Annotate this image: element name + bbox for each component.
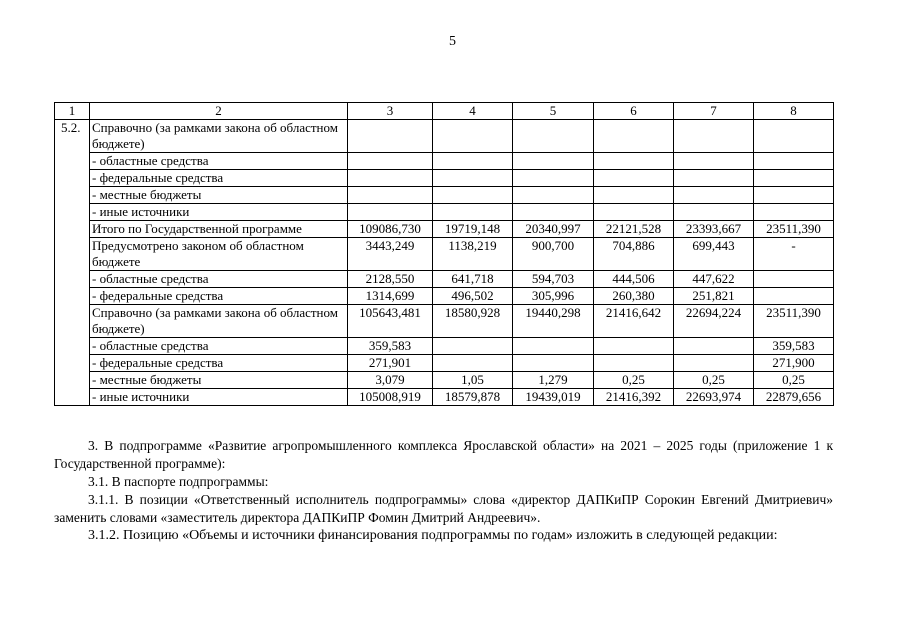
- value-cell: [348, 170, 433, 187]
- value-cell: 641,718: [433, 271, 513, 288]
- value-cell: [754, 120, 834, 153]
- value-cell: [594, 355, 674, 372]
- value-cell: 699,443: [674, 238, 754, 271]
- value-cell: 3,079: [348, 372, 433, 389]
- value-cell: [594, 338, 674, 355]
- paragraph-subprogram: 3. В подпрограмме «Развитие агропромышленного комплекса Ярославской области» на 2021 – 2025 годы (приложение 1 к Государственной программе):: [54, 438, 833, 471]
- value-cell: [674, 120, 754, 153]
- value-cell: [674, 187, 754, 204]
- row-label: - областные средства: [90, 271, 348, 288]
- table-row: [55, 120, 834, 153]
- value-cell: 704,886: [594, 238, 674, 271]
- value-cell: 105643,481: [348, 305, 433, 338]
- value-cell: 251,821: [674, 288, 754, 305]
- value-cell: [348, 187, 433, 204]
- value-cell: [513, 187, 594, 204]
- value-cell: [754, 271, 834, 288]
- table-row: [55, 153, 834, 170]
- value-cell: 18579,878: [433, 389, 513, 406]
- value-cell: 22879,656: [754, 389, 834, 406]
- value-cell: [594, 120, 674, 153]
- value-cell: [594, 153, 674, 170]
- value-cell: [754, 187, 834, 204]
- paragraph-responsible-executor: 3.1.1. В позиции «Ответственный исполнитель подпрограммы» слова «директор ДАПКиПР Сорокин Евгений Дмитриевич» заменить словами «заместитель директора ДАПКиПР Фомин Дмитрий Андреевич».: [54, 492, 833, 525]
- value-cell: [513, 120, 594, 153]
- table-row: [55, 271, 834, 288]
- value-cell: [754, 153, 834, 170]
- value-cell: 1,05: [433, 372, 513, 389]
- value-cell: [433, 170, 513, 187]
- value-cell: 109086,730: [348, 221, 433, 238]
- table-row: [55, 355, 834, 372]
- value-cell: [674, 153, 754, 170]
- value-cell: 3443,249: [348, 238, 433, 271]
- value-cell: [754, 170, 834, 187]
- value-cell: 271,901: [348, 355, 433, 372]
- table-header-row: [55, 103, 834, 120]
- value-cell: 260,380: [594, 288, 674, 305]
- value-cell: 1,279: [513, 372, 594, 389]
- value-cell: [513, 355, 594, 372]
- value-cell: 20340,997: [513, 221, 594, 238]
- value-cell: 23511,390: [754, 305, 834, 338]
- table-row: [55, 170, 834, 187]
- value-cell: [433, 204, 513, 221]
- row-label: Предусмотрено законом об областном бюджете: [90, 238, 348, 271]
- value-cell: 0,25: [594, 372, 674, 389]
- value-cell: [594, 187, 674, 204]
- value-cell: [433, 338, 513, 355]
- value-cell: 496,502: [433, 288, 513, 305]
- value-cell: 2128,550: [348, 271, 433, 288]
- value-cell: [674, 355, 754, 372]
- value-cell: 19439,019: [513, 389, 594, 406]
- value-cell: 305,996: [513, 288, 594, 305]
- value-cell: 21416,392: [594, 389, 674, 406]
- value-cell: 0,25: [754, 372, 834, 389]
- value-cell: [348, 204, 433, 221]
- value-cell: -: [754, 238, 834, 271]
- row-label: - иные источники: [90, 204, 348, 221]
- value-cell: 23511,390: [754, 221, 834, 238]
- row-label: - местные бюджеты: [90, 187, 348, 204]
- value-cell: 359,583: [348, 338, 433, 355]
- value-cell: 1138,219: [433, 238, 513, 271]
- row-label: - федеральные средства: [90, 288, 348, 305]
- header-cell: 6: [594, 103, 674, 120]
- header-cell: 1: [55, 103, 90, 120]
- value-cell: 900,700: [513, 238, 594, 271]
- table-row: [55, 338, 834, 355]
- value-cell: 23393,667: [674, 221, 754, 238]
- table-row: [55, 221, 834, 238]
- value-cell: [433, 120, 513, 153]
- table-row: [55, 389, 834, 406]
- header-cell: 8: [754, 103, 834, 120]
- header-cell: 4: [433, 103, 513, 120]
- row-label: - областные средства: [90, 153, 348, 170]
- value-cell: [754, 288, 834, 305]
- page-number: 5: [449, 34, 456, 49]
- value-cell: [348, 153, 433, 170]
- value-cell: [674, 170, 754, 187]
- table-row: [55, 204, 834, 221]
- header-cell: 2: [90, 103, 348, 120]
- header-cell: 7: [674, 103, 754, 120]
- table-row: [55, 238, 834, 271]
- value-cell: [674, 338, 754, 355]
- value-cell: 359,583: [754, 338, 834, 355]
- table-row: [55, 372, 834, 389]
- table-row: [55, 187, 834, 204]
- header-cell: 3: [348, 103, 433, 120]
- value-cell: 22694,224: [674, 305, 754, 338]
- value-cell: 21416,642: [594, 305, 674, 338]
- value-cell: [513, 153, 594, 170]
- table-row: [55, 288, 834, 305]
- value-cell: [754, 204, 834, 221]
- row-label: - местные бюджеты: [90, 372, 348, 389]
- row-label: Справочно (за рамками закона об областном бюджете): [90, 305, 348, 338]
- value-cell: 271,900: [754, 355, 834, 372]
- header-cell: 5: [513, 103, 594, 120]
- paragraph-passport: 3.1. В паспорте подпрограммы:: [88, 474, 269, 489]
- value-cell: 19719,148: [433, 221, 513, 238]
- paragraph-funding-volumes: 3.1.2. Позицию «Объемы и источники финансирования подпрограммы по годам» изложить в следующей редакции:: [88, 528, 778, 543]
- value-cell: 18580,928: [433, 305, 513, 338]
- value-cell: 444,506: [594, 271, 674, 288]
- value-cell: 447,622: [674, 271, 754, 288]
- value-cell: 0,25: [674, 372, 754, 389]
- value-cell: [594, 204, 674, 221]
- value-cell: 22121,528: [594, 221, 674, 238]
- value-cell: [674, 204, 754, 221]
- value-cell: [513, 338, 594, 355]
- value-cell: 1314,699: [348, 288, 433, 305]
- value-cell: 22693,974: [674, 389, 754, 406]
- table-row: [55, 305, 834, 338]
- value-cell: [513, 170, 594, 187]
- funding-table: [54, 102, 834, 406]
- value-cell: [513, 204, 594, 221]
- row-label: Справочно (за рамками закона об областном бюджете): [90, 120, 348, 153]
- row-label: - областные средства: [90, 338, 348, 355]
- value-cell: 594,703: [513, 271, 594, 288]
- value-cell: [433, 187, 513, 204]
- value-cell: [348, 120, 433, 153]
- row-label: - федеральные средства: [90, 170, 348, 187]
- row-label: Итого по Государственной программе: [90, 221, 348, 238]
- value-cell: 105008,919: [348, 389, 433, 406]
- value-cell: 19440,298: [513, 305, 594, 338]
- value-cell: [594, 170, 674, 187]
- row-label: - федеральные средства: [90, 355, 348, 372]
- value-cell: [433, 153, 513, 170]
- row-number: 5.2.: [55, 120, 90, 406]
- value-cell: [433, 355, 513, 372]
- row-label: - иные источники: [90, 389, 348, 406]
